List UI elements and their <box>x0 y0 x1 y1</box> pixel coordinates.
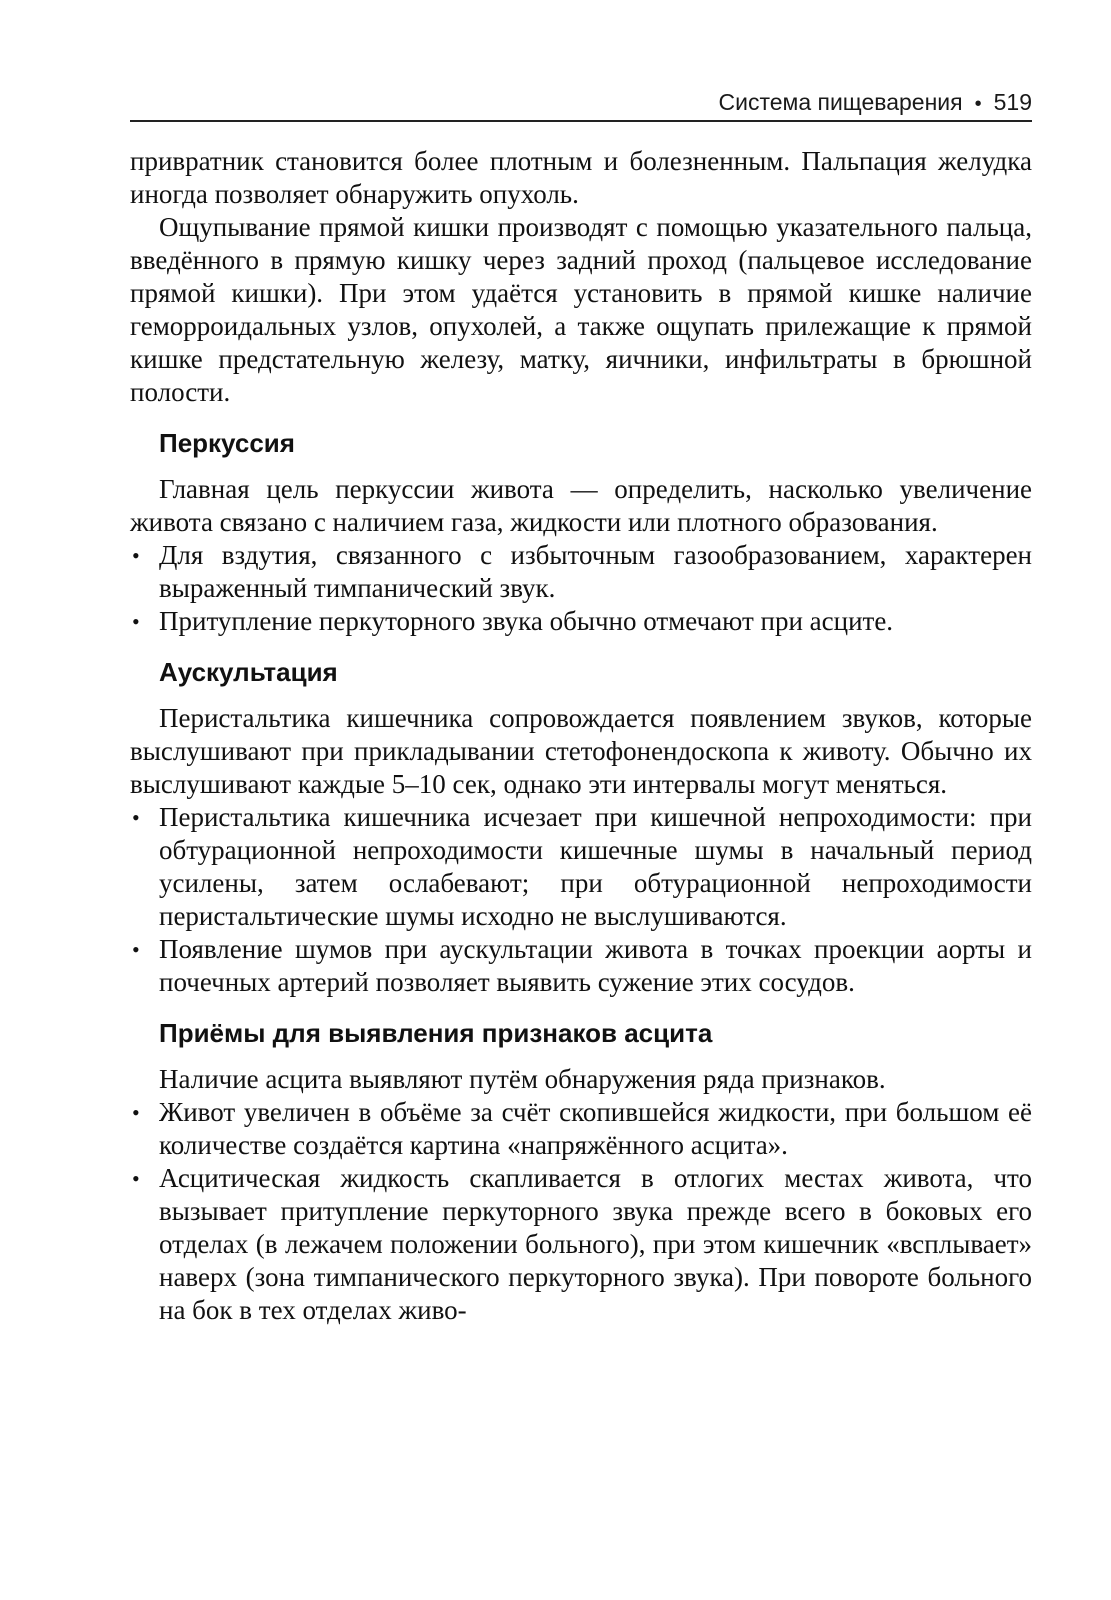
ascites-list <box>130 1096 1032 1327</box>
paragraph-rectal-exam: Ощупывание прямой кишки производят с помощью указательного пальца, введённого в прямую кишку через задний проход (пальцевое исследование прямой кишки). При этом удаётся установить в прямой кишке наличие геморроидальных узлов, опухолей, а также ощупать прилежащие к прямой кишке предстательную железу, матку, яичники, инфильтраты в брюшной полости. <box>130 212 1032 407</box>
bullet-icon: • <box>132 1100 140 1125</box>
header-separator: • <box>974 93 982 115</box>
list-item: • Асцитическая жидкость скапливается в отлогих местах живота, что вызывает притупление перкуторного звука прежде всего в боковых его отделах (в лежачем положении больного), при этом кишечник «всплывает» наверх (зона тимпанического перкуторного звука). При повороте больного на бок в тех отделах живо- <box>132 1163 1032 1325</box>
running-header <box>130 88 1032 122</box>
auscultation-list <box>130 801 1032 999</box>
heading-percussion: Перкуссия <box>159 428 295 458</box>
heading-ascites: Приёмы для выявления признаков асцита <box>159 1018 713 1048</box>
bullet-icon: • <box>132 609 140 634</box>
bullet-icon: • <box>132 937 140 962</box>
bullet-icon: • <box>132 1166 140 1191</box>
bullet-icon: • <box>132 805 140 830</box>
paragraph-percussion-intro: Главная цель перкуссии живота — определить, насколько увеличение живота связано с наличием газа, жидкости или плотного образования. <box>130 474 1032 537</box>
page-body <box>130 145 1032 1327</box>
paragraph-continuation: привратник становится более плотным и болезненным. Пальпация желудка иногда позволяет обнаружить опухоль. <box>130 146 1032 209</box>
paragraph-auscultation-intro: Перистальтика кишечника сопровождается появлением звуков, которые выслушивают при прикладывании стетофонендоскопа к животу. Обычно их выслушивают каждые 5–10 сек, однако эти интервалы могут меняться. <box>130 703 1032 799</box>
list-item: • Для вздутия, связанного с избыточным газообразованием, характерен выраженный тимпанический звук. <box>132 540 1032 603</box>
list-item: • Перистальтика кишечника исчезает при кишечной непроходимости: при обтурационной непроходимости кишечные шумы в начальный период усилены, затем ослабевают; при обтурационной непроходимости перистальтические шумы исходно не выслушиваются. <box>132 802 1032 931</box>
list-item: • Появление шумов при аускультации живота в точках проекции аорты и почечных артерий позволяет выявить сужение этих сосудов. <box>132 934 1032 997</box>
list-item: • Живот увеличен в объёме за счёт скопившейся жидкости, при большом её количестве создаётся картина «напряжённого асцита». <box>132 1097 1032 1160</box>
percussion-list <box>130 539 1032 638</box>
paragraph-ascites-intro: Наличие асцита выявляют путём обнаружения ряда признаков. <box>159 1064 886 1094</box>
list-item: • Притупление перкуторного звука обычно отмечают при асците. <box>132 606 894 636</box>
page-number: 519 <box>993 89 1032 115</box>
bullet-icon: • <box>132 543 140 568</box>
heading-auscultation: Аускультация <box>159 657 338 687</box>
section-title: Система пищеварения <box>718 89 963 115</box>
